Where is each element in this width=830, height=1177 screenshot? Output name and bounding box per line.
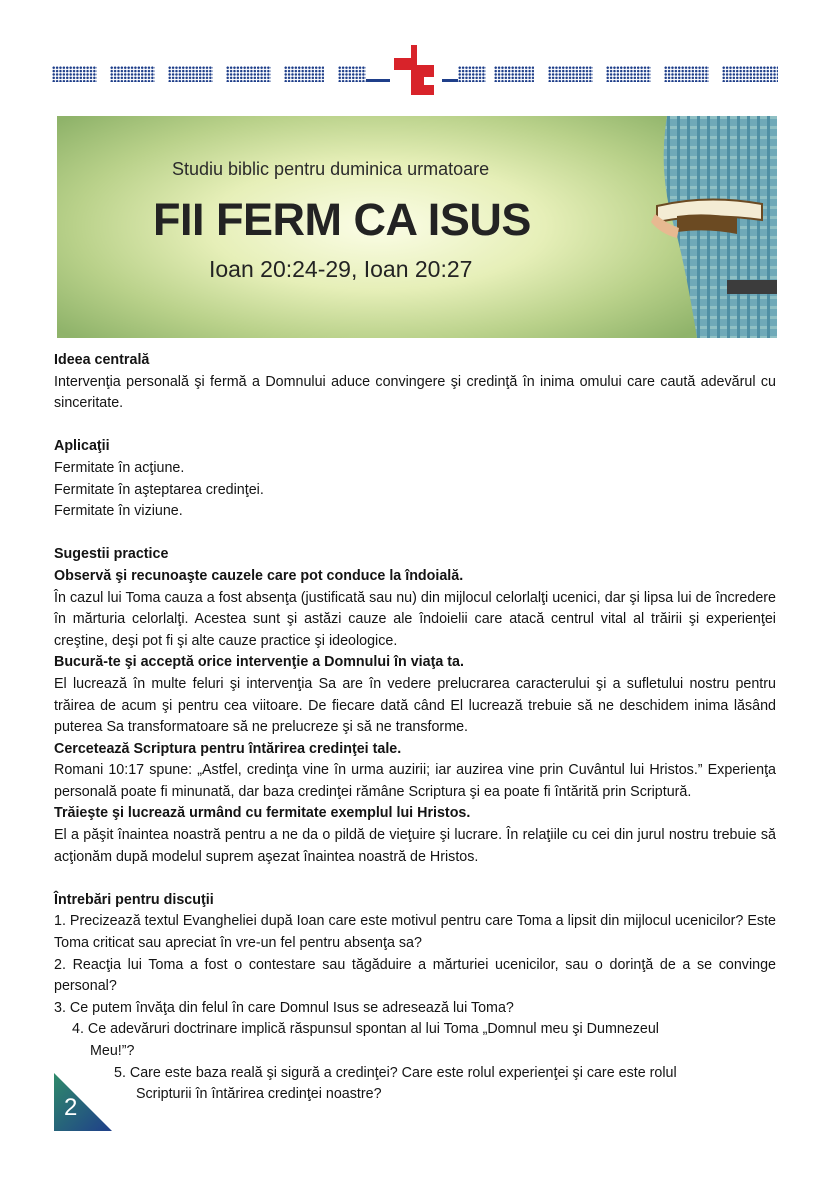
page-corner-shape: [54, 1073, 112, 1131]
header-line: [366, 79, 390, 82]
dot-pattern: [168, 66, 213, 82]
page-number: 2: [64, 1094, 78, 1121]
dot-pattern: [494, 66, 534, 82]
question-5: 5. Care este baza reală şi sigură a credinţei? Care este rolul experienţei şi care este rolul: [114, 1064, 677, 1081]
page-number-badge: [54, 1073, 112, 1131]
dot-pattern: [338, 66, 366, 82]
applications-heading: Aplicaţii: [54, 438, 110, 455]
practical-item-title: Bucură-te şi acceptă orice intervenţie a Domnului în viaţa ta.: [54, 654, 464, 671]
application-item: Fermitate în aşteptarea credinţei.: [54, 481, 264, 498]
practical-item-text: El lucrează în multe feluri şi intervenţia Sa are în vedere prelucrarea caracterului şi a sufletului nostru pentru trăirea de acum şi pentru cea viitoare. De fiecare dată când El lucrează trebuie să ne deschidem inima lăsând puterea Sa transformatoare să ne prelucreze şi să ne transforme.: [54, 675, 776, 736]
practical-item-text: Romani 10:17 spune: „Astfel, credinţa vine în urma auzirii; iar auzirea vine prin Cuvântul lui Hristos.” Experienţa personală poate fi minunată, dar baza credinţei rămâne Scriptura şi ea poate fi întărită prin Scriptură.: [54, 762, 776, 800]
dot-pattern: [110, 66, 155, 82]
application-item: Fermitate în viziune.: [54, 503, 183, 520]
central-idea-text: Intervenţia personală şi fermă a Domnului aduce convingere şi credinţă în inima omului care caută adevărul cu sinceritate.: [54, 373, 776, 412]
question-4: 4. Ce adevăruri doctrinare implică răspunsul spontan al lui Toma „Domnul meu şi Dumnezeul: [72, 1021, 659, 1038]
banner-subtitle: Studiu biblic pentru duminica urmatoare: [172, 159, 490, 179]
church-logo: [394, 45, 440, 97]
question-3: 3. Ce putem învăţa din felul în care Domnul Isus se adresează lui Toma?: [54, 999, 514, 1016]
header-line: [442, 79, 458, 82]
central-idea-heading: Ideea centrală: [54, 352, 150, 368]
dot-pattern: [284, 66, 324, 82]
dot-pattern: [722, 66, 778, 82]
practical-heading: Sugestii practice: [54, 546, 169, 563]
question-5-continued: Scripturii în întărirea credinţei noastre?: [136, 1086, 382, 1103]
question-2: 2. Reacţia lui Toma a fost o contestare sau tăgăduire a mărturiei ucenicilor, sau o dorinţă de a se convinge personal?: [54, 956, 776, 995]
dot-pattern: [548, 66, 593, 82]
dot-pattern: [52, 66, 97, 82]
practical-item-title: Trăieşte şi lucrează urmând cu fermitate exemplul lui Hristos.: [54, 805, 471, 822]
question-1: 1. Precizează textul Evangheliei după Ioan care este motivul pentru care Toma a lipsit din mijlocul ucenicilor? Este Toma criticat sau apreciat în vre-un fel pentru absenţa sa?: [54, 913, 776, 952]
lesson-content: [54, 350, 776, 1106]
questions-heading: Întrebări pentru discuţii: [54, 891, 214, 908]
practical-item-title: Cercetează Scriptura pentru întărirea credinţei tale.: [54, 740, 402, 757]
banner-reference: Ioan 20:24-29, Ioan 20:27: [209, 256, 473, 282]
dot-pattern: [606, 66, 651, 82]
application-item: Fermitate în acţiune.: [54, 459, 185, 476]
practical-item-text: În cazul lui Toma cauza a fost absenţa (justificată sau nu) din mijlocul celorlalţi ucenici, dar şi lipsa lui de încredere în mărturia celorlalţi. Acestea sunt şi astăzi cauze ale îndoielii care atacă centrul vital al trăirii şi experienţei creştine, deşi pot fi şi alte cauze practice şi ideologice.: [54, 589, 776, 649]
practical-item-text: El a păşit înaintea noastră pentru a ne da o pildă de vieţuire şi lucrare. În relaţiile cu cei din jurul nostru trebuie să acţionăm după modelul suprem aşezat înaintea noastră de Hristos.: [54, 827, 776, 865]
dot-pattern: [226, 66, 271, 82]
title-banner: [57, 116, 777, 338]
banner-title: FII FERM CA ISUS: [153, 194, 531, 245]
person-with-bible-image: [637, 116, 777, 338]
question-4-continued: Meu!”?: [90, 1043, 135, 1059]
dot-pattern: [664, 66, 709, 82]
dot-pattern: [458, 66, 486, 82]
practical-item-title: Observă şi recunoaşte cauzele care pot conduce la îndoială.: [54, 567, 464, 584]
